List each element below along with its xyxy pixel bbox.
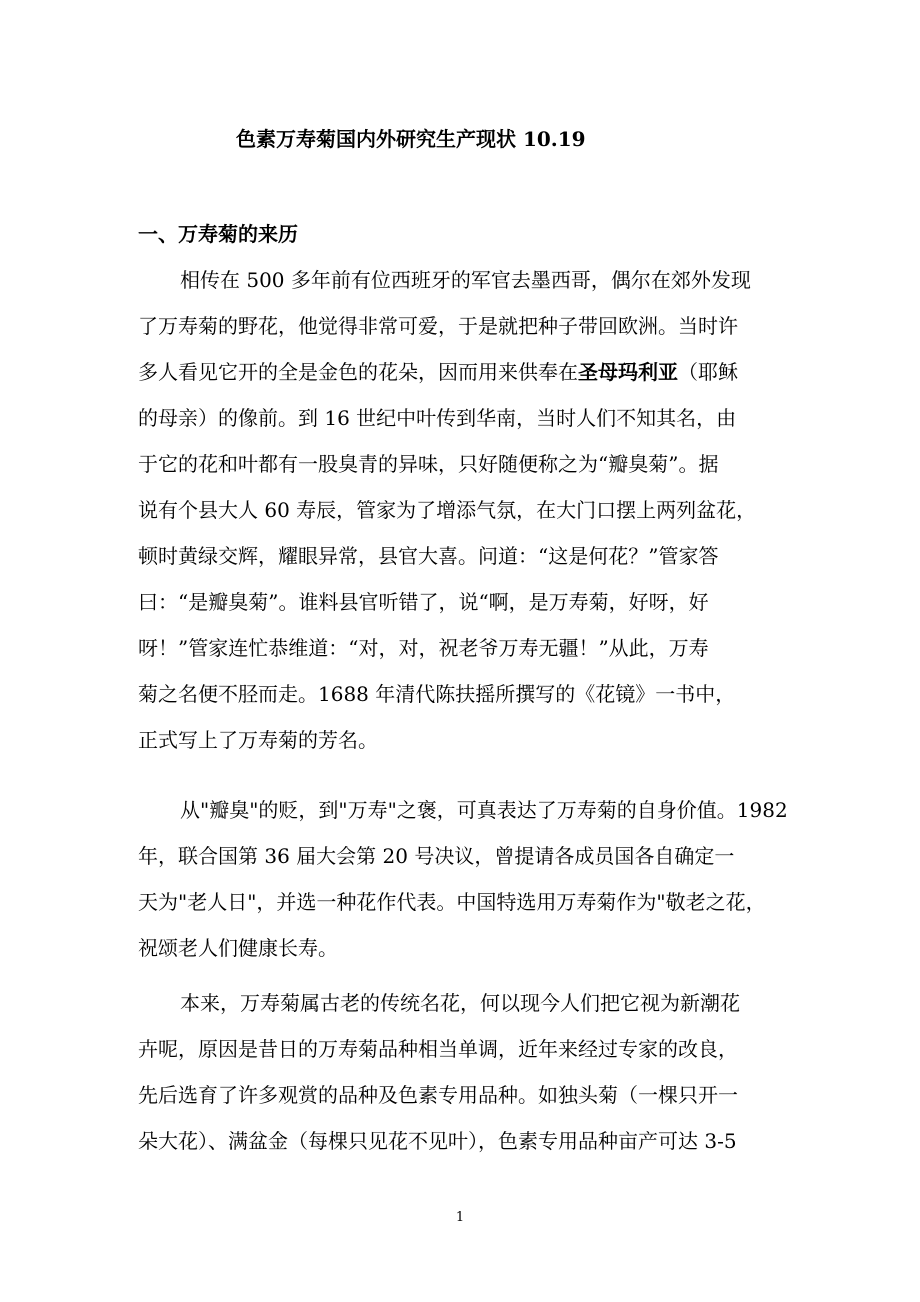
paragraph-text: （耶稣 — [678, 360, 738, 384]
paragraph-line: 菊之名便不胫而走。1688 年清代陈扶摇所撰写的《花镜》一书中， — [138, 682, 736, 706]
paragraph-line: 曰：“是瓣臭菊”。谁料县官听错了，说“啊，是万寿菊，好呀，好 — [138, 590, 709, 614]
paragraph-line: 朵大花）、满盆金（每棵只见花不见叶），色素专用品种亩产可达 3-5 — [138, 1129, 737, 1153]
paragraph-line: 正式写上了万寿菊的芳名。 — [138, 728, 378, 752]
paragraph-line: 了万寿菊的野花，他觉得非常可爱，于是就把种子带回欧洲。当时许 — [138, 314, 738, 338]
section-heading: 一、万寿菊的来历 — [138, 222, 298, 246]
paragraph-line: 卉呢，原因是昔日的万寿菊品种相当单调，近年来经过专家的改良， — [138, 1037, 738, 1061]
paragraph-line: 年，联合国第 36 届大会第 20 号决议，曾提请各成员国各自确定一 — [138, 844, 735, 868]
paragraph-line: 于它的花和叶都有一股臭青的异味，只好随便称之为“瓣臭菊”。据 — [138, 452, 719, 476]
paragraph-line: 从"瓣臭"的贬，到"万寿"之褒，可真表达了万寿菊的自身价值。1982 — [180, 798, 788, 822]
paragraph-line: 说有个县大人 60 寿辰，管家为了增添气氛，在大门口摆上两列盆花， — [138, 498, 757, 522]
paragraph-line: 先后选育了许多观赏的品种及色素专用品种。如独头菊（一棵只开一 — [138, 1083, 738, 1107]
page-number: 1 — [455, 1210, 465, 1225]
emphasized-name: 圣母玛利亚 — [578, 360, 678, 384]
paragraph-line: 天为"老人日"，并选一种花作代表。中国特选用万寿菊作为"敬老之花， — [138, 890, 766, 914]
paragraph-line: 顿时黄绿交辉，耀眼异常，县官大喜。问道：“这是何花？”管家答 — [138, 544, 719, 568]
paragraph-line: 本来，万寿菊属古老的传统名花，何以现今人们把它视为新潮花 — [180, 991, 740, 1015]
paragraph-line: 呀！”管家连忙恭维道：“对，对，祝老爷万寿无疆！”从此，万寿 — [138, 636, 709, 660]
paragraph-line: 的母亲）的像前。到 16 世纪中叶传到华南，当时人们不知其名，由 — [138, 406, 737, 430]
paragraph-line — [138, 359, 738, 385]
paragraph-line: 相传在 500 多年前有位西班牙的军官去墨西哥，偶尔在郊外发现 — [180, 268, 751, 292]
paragraph-line: 祝颂老人们健康长寿。 — [138, 936, 338, 960]
document-title: 色素万寿菊国内外研究生产现状 10.19 — [236, 127, 586, 151]
paragraph-text: 多人看见它开的全是金色的花朵，因而用来供奉在 — [138, 360, 578, 384]
